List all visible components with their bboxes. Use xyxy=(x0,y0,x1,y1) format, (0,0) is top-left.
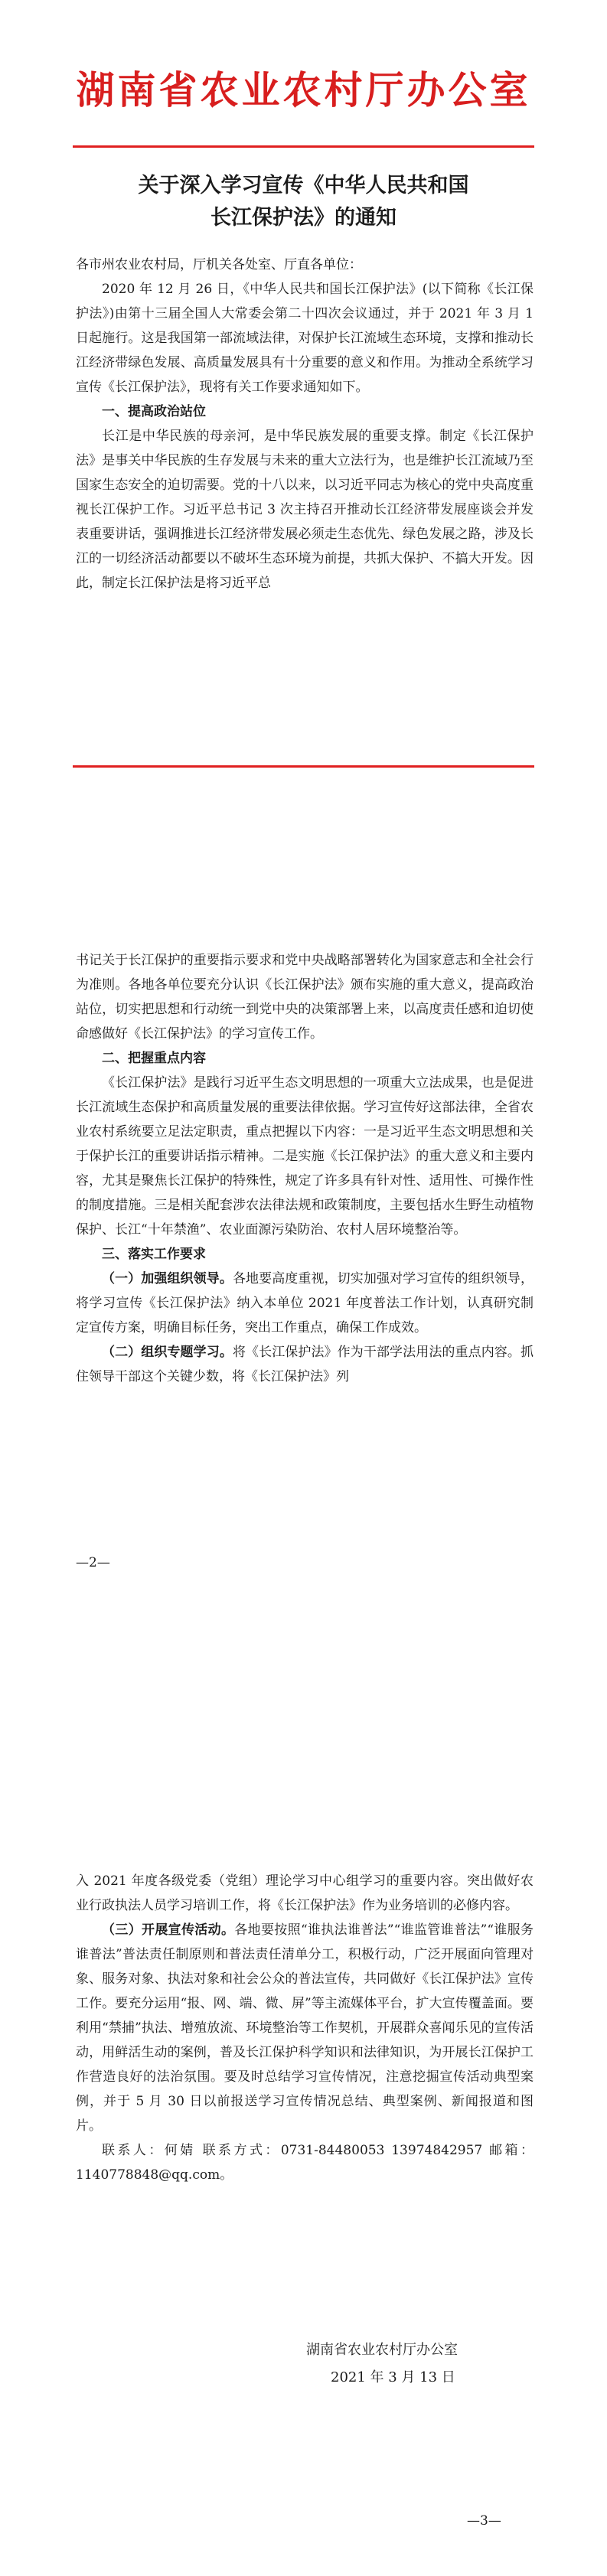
page-2-body xyxy=(76,948,534,1389)
page-number-2: —2— xyxy=(76,1555,110,1570)
signature-org: 湖南省农业农村厅办公室 xyxy=(306,2342,458,2358)
item-1-label: （一）加强组织领导。 xyxy=(102,1271,233,1286)
section-1-paragraph-part-2: 书记关于长江保护的重要指示要求和党中央战略部署转化为国家意志和全社会行为准则。各地各单位要充分认识《长江保护法》颁布实施的重大意义，提高政治站位，切实把思想和行动统一到党中央的决策部署上来，以高度责任感和迫切使命感做好《长江保护法》的学习宣传工作。 xyxy=(76,953,534,1042)
item-2-paragraph-part-1 xyxy=(76,1340,534,1389)
item-3-text: 各地要按照“谁执法谁普法”“谁监管谁普法”“谁服务谁普法”普法责任制原则和普法责任清单分工，积极行动，广泛开展面向管理对象、服务对象、执法对象和社会公众的普法宣传，共同做好《长江保护法》宣传工作。要充分运用“报、网、端、微、屏”等主流媒体平台，扩大宣传覆盖面。要利用“禁捕”执法、增殖放流、环境整治等工作契机，开展群众喜闻乐见的宣传活动，用鲜活生动的案例，普及长江保护科学知识和法律知识，为开展长江保护工作营造良好的法治氛围。要及时总结学习宣传情况，注意挖掘宣传活动典型案例，并于 5 月 30 日以前报送学习宣传情况总结、典型案例、新闻报道和图片。 xyxy=(76,1922,534,2134)
letterhead-red-rule xyxy=(73,145,534,148)
item-2-paragraph-part-2: 入 2021 年度各级党委（党组）理论学习中心组学习的重要内容。突出做好农业行政执法人员学习培训工作，将《长江保护法》作为业务培训的必修内容。 xyxy=(76,1873,534,1913)
letterhead-org: 湖南省农业农村厅办公室 xyxy=(76,67,531,112)
item-3-label: （三）开展宣传活动。 xyxy=(102,1922,235,1938)
page-1-body xyxy=(76,253,534,595)
contact-info: 联系人：何婧 联系方式：0731-84480053 13974842957 邮箱：1140778848@qq.com。 xyxy=(76,2143,534,2183)
page-1 xyxy=(0,0,607,857)
document-title-line-2: 长江保护法》的通知 xyxy=(210,206,397,230)
footer-red-rule xyxy=(73,765,534,768)
section-2-heading: 二、把握重点内容 xyxy=(102,1051,206,1066)
item-1-paragraph xyxy=(76,1267,534,1340)
page-3 xyxy=(0,1717,607,2576)
page-number-3: —3— xyxy=(467,2513,501,2529)
item-2-label: （二）组织专题学习。 xyxy=(102,1345,233,1360)
section-2-paragraph: 《长江保护法》是践行习近平生态文明思想的一项重大立法成果，也是促进长江流域生态保护和高质量发展的重要法律依据。学习宣传好这部法律，全省农业农村系统要立足法定职责，重点把握以下内容：一是习近平生态文明思想和关于保护长江的重要讲话指示精神。二是实施《长江保护法》的重大意义和主要内容，尤其是聚焦长江保护的特殊性，规定了许多具有针对性、适用性、可操作性的制度措施。三是相关配套涉农法律法规和政策制度，主要包括水生野生动植物保护、长江“十年禁渔”、农业面源污染防治、农村人居环境整治等。 xyxy=(76,1075,534,1237)
signature-date: 2021 年 3 月 13 日 xyxy=(331,2369,455,2385)
section-1-heading: 一、提高政治站位 xyxy=(102,404,206,419)
document-title-line-1: 关于深入学习宣传《中华人民共和国 xyxy=(138,174,469,197)
item-2-text-part-1: 将《长江保护法》作为干部学法用法的重点内容。抓住领导干部这个关键少数，将《长江保护法》列 xyxy=(76,1345,534,1384)
item-1-text: 各地要高度重视，切实加强对学习宣传的组织领导，将学习宣传《长江保护法》纳入本单位 2021 年度普法工作计划，认真研究制定宣传方案，明确目标任务，突出工作重点，确保工作成效。 xyxy=(76,1271,534,1335)
salutation: 各市州农业农村局，厅机关各处室、厅直各单位： xyxy=(76,257,362,272)
section-1-paragraph-part-1: 长江是中华民族的母亲河，是中华民族发展的重要支撑。制定《长江保护法》是事关中华民族的生存发展与未来的重大立法行为，也是维护长江流域乃至国家生态安全的迫切需要。党的十八以来，以习近平同志为核心的党中央高度重视长江保护工作。习近平总书记 3 次主持召开推动长江经济带发展座谈会并发表重要讲话，强调推进长江经济带发展必须走生态优先、绿色发展之路，涉及长江的一切经济活动都要以不破坏生态环境为前提，共抓大保护、不搞大开发。因此，制定长江保护法是将习近平总 xyxy=(76,429,534,591)
section-3-heading: 三、落实工作要求 xyxy=(102,1247,206,1262)
item-3-paragraph xyxy=(76,1918,534,2138)
intro-paragraph: 2020 年 12 月 26 日，《中华人民共和国长江保护法》(以下简称《长江保护法》)由第十三届全国人大常委会第二十四次会议通过，并于 2021 年 3 月 1 日起施行。这是我国第一部流域法律，对保护长江流域生态环境，支撑和推动长江经济带绿色发展、高质量发展具有十分重要的意义和作用。为推动全系统学习宣传《长江保护法》，现将有关工作要求通知如下。 xyxy=(76,282,534,395)
page-2 xyxy=(0,859,607,1717)
page-3-body xyxy=(76,1869,534,2187)
